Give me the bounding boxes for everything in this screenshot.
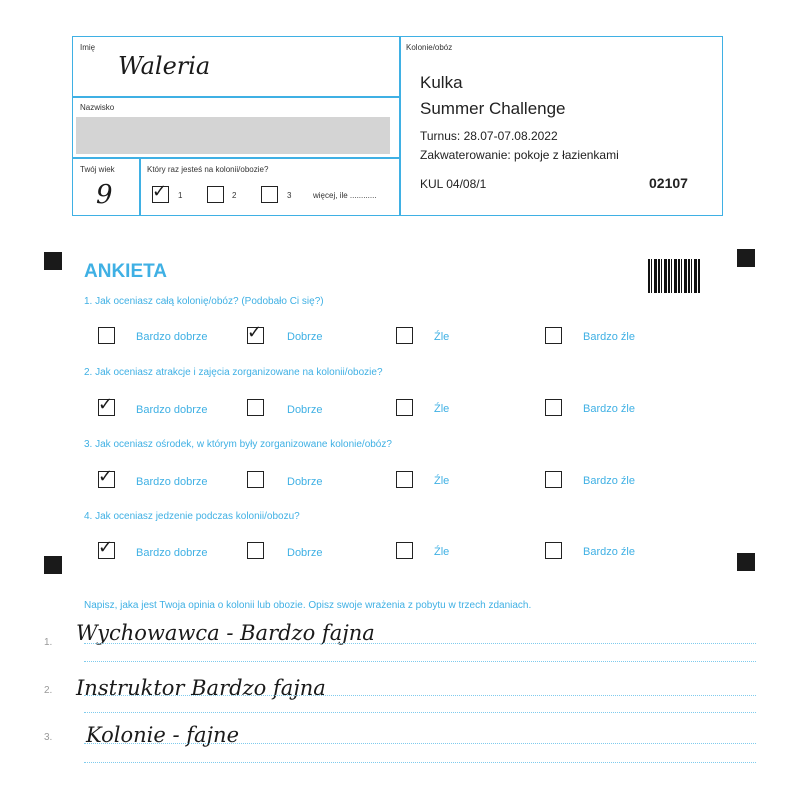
opinion-prompt: Napisz, jaka jest Twoja opinia o kolonii lub obozie. Opisz swoje wrażenia z pobytu w trzech zdaniach. — [84, 600, 532, 611]
q3-bardzo-dobrze-label: Bardzo dobrze — [136, 476, 208, 488]
visit-option-3-checkbox[interactable] — [261, 186, 278, 203]
check-mark-icon: ✓ — [98, 394, 114, 415]
zakwaterowanie-text: Zakwaterowanie: pokoje z łazienkami — [420, 148, 619, 162]
answer-3-number: 3. — [44, 732, 53, 743]
wiek-value[interactable]: 9 — [96, 180, 113, 210]
q3-bardzo-zle-checkbox[interactable] — [545, 471, 562, 488]
answer-line — [84, 712, 756, 713]
check-mark-icon: ✓ — [98, 537, 114, 558]
survey-title: ANKIETA — [84, 261, 168, 282]
answer-2-text[interactable]: Instruktor Bardzo fajna — [76, 676, 326, 700]
answer-line — [84, 743, 756, 744]
q2-zle-checkbox[interactable] — [396, 399, 413, 416]
q1-bardzo-zle-label: Bardzo źle — [583, 331, 635, 343]
visit-option-1-checkbox[interactable] — [152, 181, 169, 203]
q3-zle-checkbox[interactable] — [396, 471, 413, 488]
q4-bardzo-dobrze-checkbox[interactable] — [98, 537, 115, 559]
q2-dobrze-label: Dobrze — [287, 404, 323, 416]
q1-zle-label: Źle — [434, 331, 450, 343]
q3-bardzo-zle-label: Bardzo źle — [583, 475, 635, 487]
answer-1-text[interactable]: Wychowawca - Bardzo fajna — [76, 621, 375, 645]
q2-bardzo-dobrze-label: Bardzo dobrze — [136, 404, 208, 416]
question-1-text: 1. Jak oceniasz całą kolonię/obóz? (Podobało Ci się?) — [84, 296, 324, 307]
registration-marker-icon — [44, 556, 62, 574]
q1-dobrze-checkbox[interactable] — [247, 322, 264, 344]
turnus-text: Turnus: 28.07-07.08.2022 — [420, 129, 558, 143]
q4-dobrze-checkbox[interactable] — [247, 542, 264, 559]
visit-option-3-label: 3 — [287, 191, 292, 200]
q2-dobrze-checkbox[interactable] — [247, 399, 264, 416]
q2-bardzo-dobrze-checkbox[interactable] — [98, 394, 115, 416]
visit-option-2-label: 2 — [232, 191, 237, 200]
question-2-text: 2. Jak oceniasz atrakcje i zajęcia zorganizowane na kolonii/obozie? — [84, 367, 383, 378]
nazwisko-label: Nazwisko — [80, 103, 115, 112]
q3-dobrze-label: Dobrze — [287, 476, 323, 488]
registration-marker-icon — [737, 553, 755, 571]
ktory-raz-label: Który raz jesteś na kolonii/obozie? — [147, 165, 269, 174]
answer-line — [84, 643, 756, 644]
question-3-text: 3. Jak oceniasz ośrodek, w którym były zorganizowane kolonie/obóz? — [84, 439, 392, 450]
q1-dobrze-label: Dobrze — [287, 331, 323, 343]
redacted-surname — [76, 117, 390, 154]
imie-value[interactable]: Waleria — [118, 52, 211, 80]
answer-line — [84, 695, 756, 696]
visit-option-1-label: 1 — [178, 191, 183, 200]
q4-bardzo-dobrze-label: Bardzo dobrze — [136, 547, 208, 559]
answer-3-text[interactable]: Kolonie - fajne — [86, 723, 239, 747]
q3-zle-label: Źle — [434, 475, 450, 487]
q2-zle-label: Źle — [434, 403, 450, 415]
q4-bardzo-zle-checkbox[interactable] — [545, 542, 562, 559]
wiek-label: Twój wiek — [80, 165, 115, 174]
registration-marker-icon — [44, 252, 62, 270]
check-mark-icon: ✓ — [152, 181, 168, 202]
answer-line — [84, 762, 756, 763]
answer-1-number: 1. — [44, 637, 53, 648]
camp-name: Kulka — [420, 73, 463, 92]
answer-2-number: 2. — [44, 685, 53, 696]
q3-bardzo-dobrze-checkbox[interactable] — [98, 466, 115, 488]
camp-code: KUL 04/08/1 — [420, 177, 487, 191]
q3-dobrze-checkbox[interactable] — [247, 471, 264, 488]
wiecej-label: więcej, ile ............ — [313, 191, 377, 200]
q4-zle-checkbox[interactable] — [396, 542, 413, 559]
q1-zle-checkbox[interactable] — [396, 327, 413, 344]
q1-bardzo-dobrze-checkbox[interactable] — [98, 327, 115, 344]
q1-bardzo-zle-checkbox[interactable] — [545, 327, 562, 344]
barcode-icon — [648, 259, 700, 293]
visit-option-2-checkbox[interactable] — [207, 186, 224, 203]
imie-label: Imię — [80, 43, 96, 52]
q1-bardzo-dobrze-label: Bardzo dobrze — [136, 331, 208, 343]
kolonie-label: Kolonie/obóz — [406, 43, 453, 52]
q4-bardzo-zle-label: Bardzo źle — [583, 546, 635, 558]
q4-zle-label: Źle — [434, 546, 450, 558]
registration-marker-icon — [737, 249, 755, 267]
question-4-text: 4. Jak oceniasz jedzenie podczas kolonii/obozu? — [84, 511, 300, 522]
form-number: 02107 — [649, 175, 688, 191]
q2-bardzo-zle-checkbox[interactable] — [545, 399, 562, 416]
check-mark-icon: ✓ — [98, 466, 114, 487]
q4-dobrze-label: Dobrze — [287, 547, 323, 559]
camp-subtitle: Summer Challenge — [420, 99, 566, 118]
q2-bardzo-zle-label: Bardzo źle — [583, 403, 635, 415]
answer-line — [84, 661, 756, 662]
check-mark-icon: ✓ — [247, 322, 263, 343]
